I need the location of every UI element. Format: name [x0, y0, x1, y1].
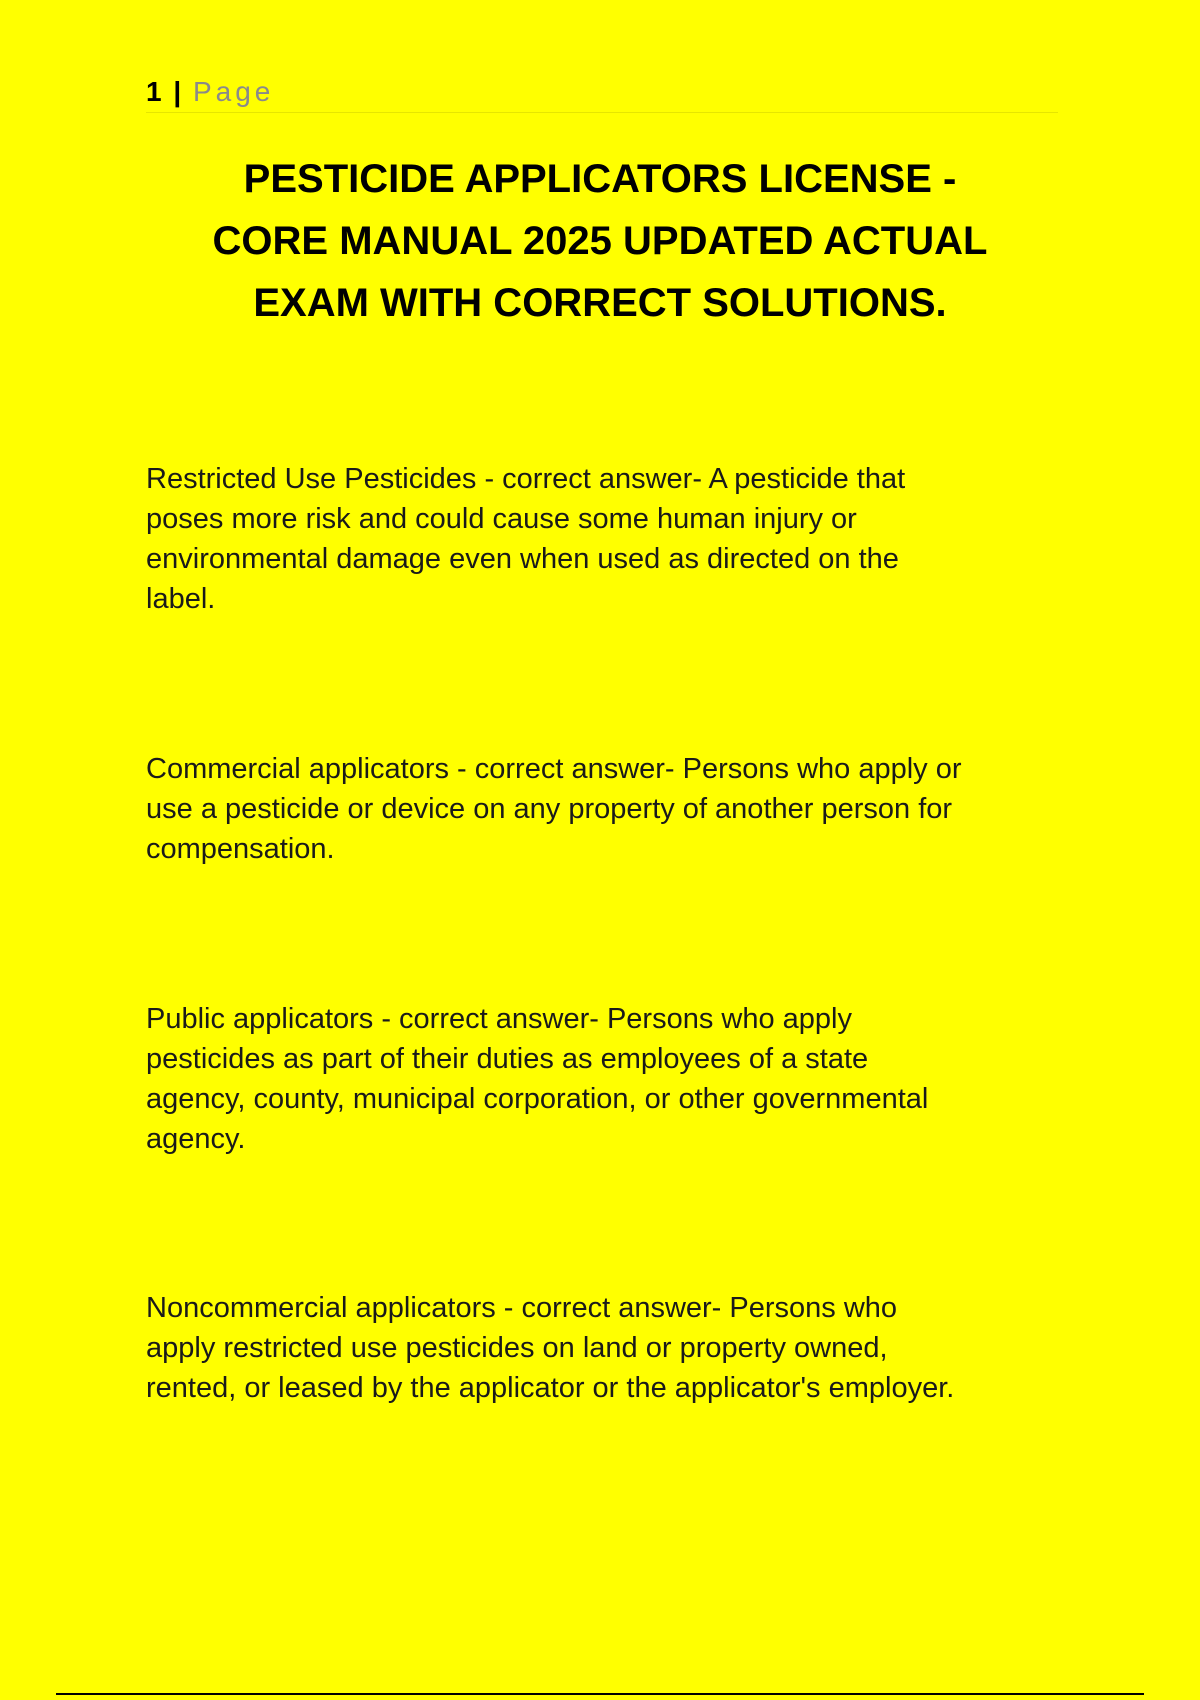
qa-line: label. [146, 583, 216, 615]
qa-entry-noncommercial-applicators [146, 1288, 1076, 1408]
qa-line: Noncommercial applicators - correct answer- Persons who [146, 1292, 898, 1324]
page-number: 1 [146, 76, 164, 107]
qa-entry-commercial-applicators [146, 749, 1076, 869]
qa-line: Restricted Use Pesticides - correct answer- A pesticide that [146, 463, 906, 495]
page-header [146, 72, 1058, 113]
qa-entry-public-applicators [146, 999, 1076, 1159]
page-separator: | [163, 76, 193, 107]
qa-line: Commercial applicators - correct answer- Persons who apply or [146, 753, 962, 785]
qa-line: agency, county, municipal corporation, or other governmental [146, 1083, 929, 1115]
qa-line: rented, or leased by the applicator or the applicator's employer. [146, 1372, 955, 1404]
qa-line: agency. [146, 1123, 246, 1155]
qa-line: pesticides as part of their duties as employees of a state [146, 1043, 869, 1075]
footer-divider [56, 1693, 1144, 1695]
qa-line: use a pesticide or device on any property of another person for [146, 793, 953, 825]
title-line: PESTICIDE APPLICATORS LICENSE - [243, 157, 957, 201]
qa-entry-restricted-use-pesticides [146, 459, 1076, 619]
qa-line: apply restricted use pesticides on land or property owned, [146, 1332, 888, 1364]
qa-line: environmental damage even when used as directed on the [146, 543, 899, 575]
qa-line: poses more risk and could cause some human injury or [146, 503, 857, 535]
title-line: CORE MANUAL 2025 UPDATED ACTUAL [212, 219, 988, 263]
qa-line: compensation. [146, 833, 335, 865]
page-word: Page [192, 76, 275, 107]
qa-line: Public applicators - correct answer- Persons who apply [146, 1003, 852, 1035]
document-title [100, 148, 1100, 334]
page-number-label [146, 72, 274, 112]
title-line: EXAM WITH CORRECT SOLUTIONS. [253, 281, 947, 325]
